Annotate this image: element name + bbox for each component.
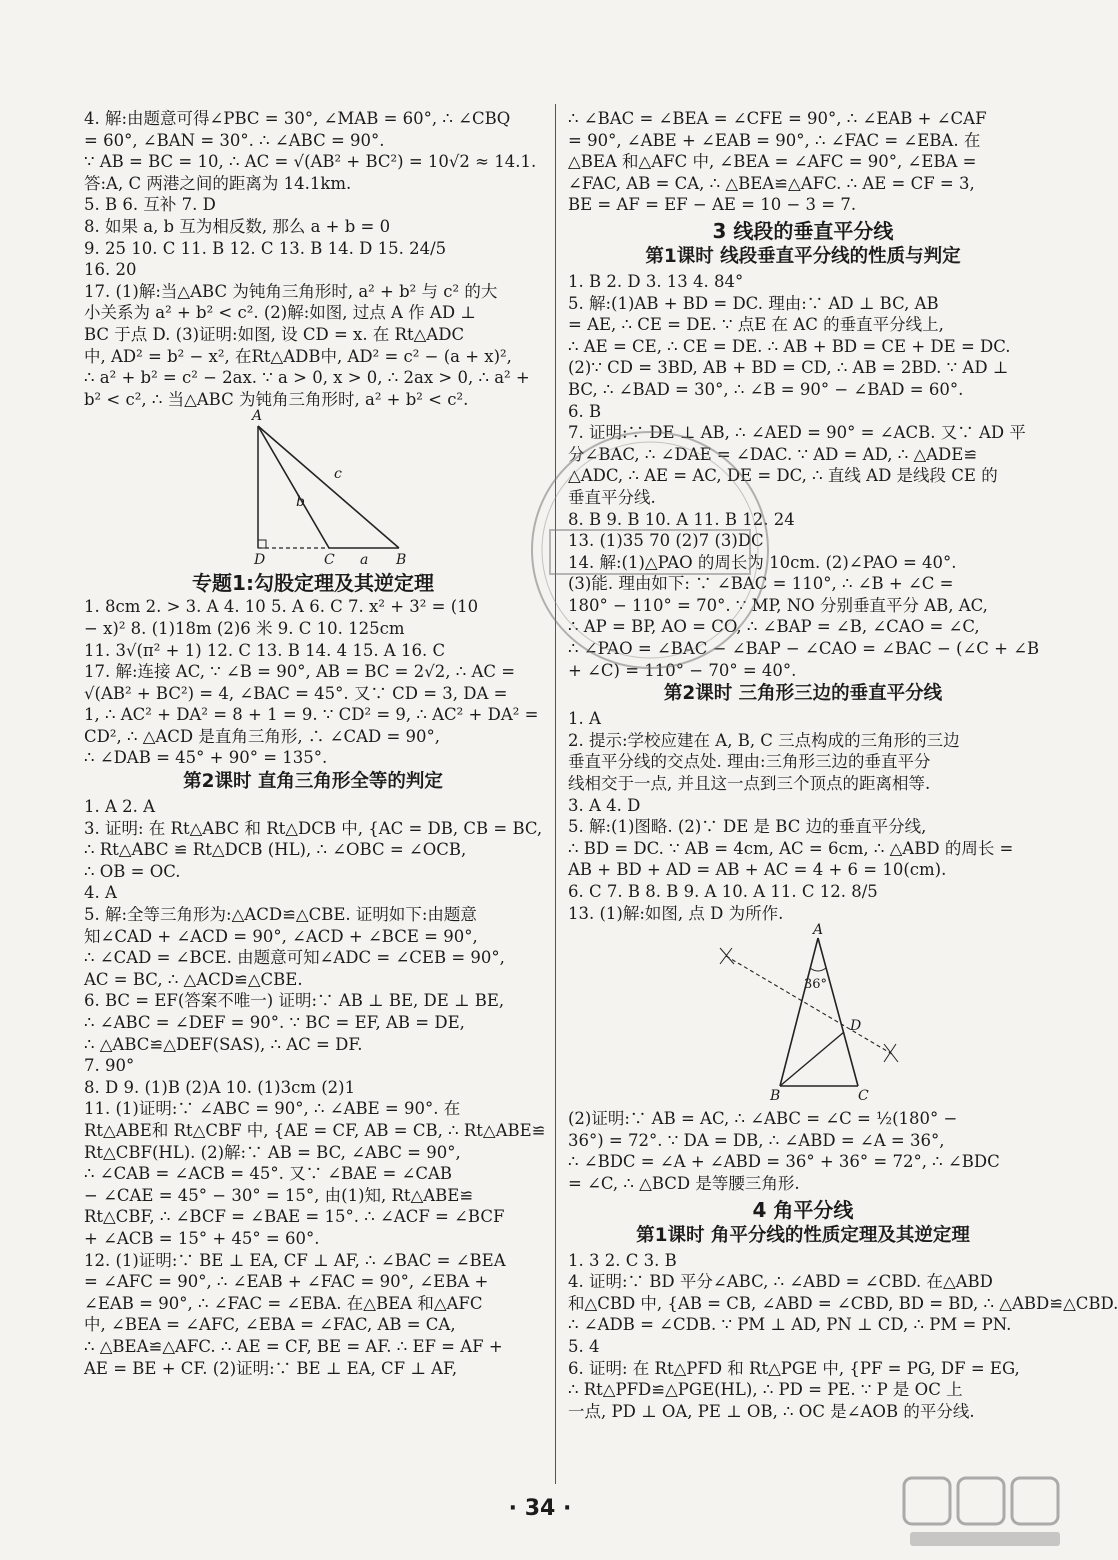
answer-line: − ∠CAE = 45° − 30° = 15°, 由(1)知, Rt△ABE≌ <box>84 1185 474 1205</box>
answer-line: ∴ BD = DC. ∵ AB = 4cm, AC = 6cm, ∴ △ABD 的周长 = <box>568 838 1014 858</box>
obtuse-triangle-diagram <box>234 416 534 566</box>
answers-block-4 <box>568 108 1038 216</box>
watermark-stamp <box>520 420 780 680</box>
answer-line: ∴ a² + b² = c² − 2ax. ∵ a > 0, x > 0, ∴ 2ax > 0, ∴ a² + <box>84 368 530 388</box>
answer-line: ∵ AB = BC = 10, ∴ AC = √(AB² + BC²) = 10√2 ≈ 14.1. <box>84 152 537 172</box>
answer-line: √(AB² + BC²) = 4, ∠BAC = 45°. 又∵ CD = 3, DA = <box>84 683 508 703</box>
answer-line: ∴ AE = CE, ∴ CE = DE. ∴ AB + BD = CE + DE = DC. <box>568 336 1011 356</box>
answer-line: ∠EAB = 90°, ∴ ∠FAC = ∠EBA. 在△BEA 和△AFC <box>84 1293 483 1313</box>
fig1-label-B: B <box>396 552 407 569</box>
answer-line: 6. 证明: 在 Rt△PFD 和 Rt△PGE 中, {PF = PG, DF = EG, <box>568 1358 1020 1378</box>
answer-line: 8. 如果 a, b 互为相反数, 那么 a + b = 0 <box>84 216 391 236</box>
answer-line: + ∠ACB = 15° + 45° = 60°. <box>84 1228 320 1248</box>
answer-line: 答:A, C 两港之间的距离为 14.1km. <box>84 173 352 193</box>
answer-line: 3. A 4. D <box>568 795 641 815</box>
answers-block-3 <box>84 796 546 1379</box>
answer-line: 中, AD² = b² − x², 在Rt△ADB中, AD² = c² − (a + x)², <box>84 346 512 366</box>
answer-line: AC = BC, ∴ △ACD≌△CBE. <box>84 969 303 989</box>
figure-isosceles-triangle <box>718 922 918 1105</box>
answer-line: ∴ ∠CAD = ∠BCE. 由题意可知∠ADC = ∠CEB = 90°, <box>84 948 505 968</box>
answer-line: ∴ ∠DAB = 45° + 90° = 135°. <box>84 748 328 768</box>
answer-line: AE = BE + CF. (2)证明:∵ BE ⊥ EA, CF ⊥ AF, <box>84 1358 458 1378</box>
answer-line: Rt△ABE和 Rt△CBF 中, {AE = CF, AB = CB, ∴ Rt△ABE≌ <box>84 1120 546 1140</box>
answer-line: + ∠C) = 110° − 70° = 40°. <box>568 660 797 680</box>
answer-line: 11. 3√(π² + 1) 12. C 13. B 14. 4 15. A 16. C <box>84 640 446 660</box>
answer-line: ∴ Rt△ABC ≌ Rt△DCB (HL), ∴ ∠OBC = ∠OCB, <box>84 840 467 860</box>
left-column <box>84 108 546 1379</box>
answer-line: BC, ∴ ∠BAD = 30°, ∴ ∠B = 90° − ∠BAD = 60°. <box>568 379 964 399</box>
lesson1-title-right: 第1课时 线段垂直平分线的性质与判定 <box>645 245 961 267</box>
answer-line: (2)∵ CD = 3BD, AB + BD = CD, ∴ AB = 2BD. ∵ AD ⊥ <box>568 358 1009 378</box>
answer-line: 17. (1)解:当△ABC 为钝角三角形时, a² + b² 与 c² 的大 <box>84 281 498 301</box>
isosceles-triangle-diagram <box>718 928 918 1104</box>
fig2-label-angle: 36° <box>804 977 828 993</box>
answer-line: 8. B 9. B 10. A 11. B 12. 24 <box>568 509 795 529</box>
answer-line: ∴ OB = OC. <box>84 861 181 881</box>
section3-title: 3 线段的垂直平分线 <box>712 218 894 243</box>
answers-block-6 <box>568 708 1038 924</box>
answers-block-1 <box>84 108 542 410</box>
answer-line: 1. 3 2. C 3. B <box>568 1250 677 1270</box>
answer-line: 5. 解:全等三角形为:△ACD≌△CBE. 证明如下:由题意 <box>84 905 477 925</box>
figure-obtuse-triangle <box>234 408 534 569</box>
answer-line: 9. 25 10. C 11. B 12. C 13. B 14. D 15. 24/5 <box>84 238 447 258</box>
answer-line: 一点, PD ⊥ OA, PE ⊥ OB, ∴ OC 是∠AOB 的平分线. <box>568 1401 975 1421</box>
fig1-label-b: b <box>296 494 305 511</box>
answer-line: Rt△CBF(HL). (2)解:∵ AB = BC, ∠ABC = 90°, <box>84 1142 461 1162</box>
answer-line: b² < c², ∴ 当△ABC 为钝角三角形时, a² + b² < c². <box>84 389 469 409</box>
answer-line: 13. (1)解:如图, 点 D 为所作. <box>568 903 784 923</box>
answer-line: 5. 4 <box>568 1336 600 1356</box>
answer-line: 4. 解:由题意可得∠PBC = 30°, ∠MAB = 60°, ∴ ∠CBQ <box>84 109 511 128</box>
answer-line: 2. 提示:学校应建在 A, B, C 三点构成的三角形的三边 <box>568 730 960 750</box>
topic1-title: 专题1:勾股定理及其逆定理 <box>192 571 434 596</box>
fig1-label-a: a <box>360 552 369 569</box>
answer-line: 17. 解:连接 AC, ∵ ∠B = 90°, AB = BC = 2√2, ∴ AC = <box>84 662 516 682</box>
answer-line: 5. B 6. 互补 7. D <box>84 195 216 215</box>
answer-line: ∴ ∠ADB = ∠CDB. ∵ PM ⊥ AD, PN ⊥ CD, ∴ PM = PN. <box>568 1315 1012 1335</box>
fig2-label-B: B <box>770 1088 781 1105</box>
answer-line: 知∠CAD + ∠ACD = 90°, ∠ACD + ∠BCE = 90°, <box>84 926 478 946</box>
fig1-label-D: D <box>254 552 266 569</box>
answer-line: 1. B 2. D 3. 13 4. 84° <box>568 271 744 291</box>
answer-line: 13. (1)35 70 (2)7 (3)DC <box>568 531 764 551</box>
answer-line: △BEA 和△AFC 中, ∠BEA = ∠AFC = 90°, ∠EBA = <box>568 152 977 172</box>
answer-line: 1. A <box>568 709 601 729</box>
answer-line: 分∠BAC, ∴ ∠DAE = ∠DAC. ∵ AD = AD, ∴ △ADE≌ <box>568 444 978 464</box>
answer-line: = ∠C, ∴ △BCD 是等腰三角形. <box>568 1173 800 1193</box>
answer-line: AB + BD + AD = AB + AC = 4 + 6 = 10(cm). <box>568 860 947 880</box>
answer-line: 180° − 110° = 70°. ∵ MP, NO 分别垂直平分 AB, AC, <box>568 595 988 615</box>
page-number: · 34 · <box>508 1496 572 1521</box>
answer-line: = 90°, ∠ABE + ∠EAB = 90°, ∴ ∠FAC = ∠EBA. 在 <box>568 130 981 150</box>
answer-line: 16. 20 <box>84 260 137 280</box>
lesson2-title-left: 第2课时 直角三角形全等的判定 <box>183 771 443 793</box>
answer-line: BE = AF = EF − AE = 10 − 3 = 7. <box>568 195 857 215</box>
answer-line: ∴ ∠BDC = ∠A + ∠ABD = 36° + 36° = 72°, ∴ ∠BDC <box>568 1152 1000 1172</box>
answers-block-8 <box>568 1250 1118 1423</box>
answer-line: ∴ ∠ABC = ∠DEF = 90°. ∵ BC = EF, AB = DE, <box>84 1013 465 1032</box>
fig1-label-c: c <box>334 466 342 483</box>
answer-line: 中, ∠BEA = ∠AFC, ∠EBA = ∠FAC, AB = CA, <box>84 1315 456 1335</box>
answer-line: 12. (1)证明:∵ BE ⊥ EA, CF ⊥ AF, ∴ ∠BAC = ∠BEA <box>84 1250 506 1270</box>
lesson1b-title-right: 第1课时 角平分线的性质定理及其逆定理 <box>636 1224 970 1246</box>
answer-line: 小关系为 a² + b² < c². (2)解:如图, 过点 A 作 AD ⊥ <box>84 303 476 323</box>
answer-line: 14. 解:(1)△PAO 的周长为 10cm. (2)∠PAO = 40°. <box>568 552 957 572</box>
answer-line: ∴ △BEA≌△AFC. ∴ AE = CF, BE = AF. ∴ EF = AF + <box>84 1336 503 1356</box>
answers-block-7 <box>568 1108 1038 1194</box>
answer-line: BC 于点 D. (3)证明:如图, 设 CD = x. 在 Rt△ADC <box>84 324 465 344</box>
answer-line: △ADC, ∴ AE = AC, DE = DC, ∴ 直线 AD 是线段 CE 的 <box>568 466 998 486</box>
answer-line: 4. A <box>84 883 117 903</box>
answer-line: 垂直平分线的交点处. 理由:三角形三边的垂直平分 <box>568 752 931 772</box>
answer-line: 6. C 7. B 8. B 9. A 10. A 11. C 12. 8/5 <box>568 882 878 901</box>
answer-line: 4. 证明:∵ BD 平分∠ABC, ∴ ∠ABD = ∠CBD. 在△ABD <box>568 1272 993 1292</box>
fig2-label-D: D <box>850 1018 862 1035</box>
answer-line: 1, ∴ AC² + DA² = 8 + 1 = 9. ∵ CD² = 9, ∴ AC² + DA² = <box>84 705 539 725</box>
answer-line: (2)证明:∵ AB = AC, ∴ ∠ABC = ∠C = ½(180° − <box>568 1109 958 1129</box>
answer-line: − x)² 8. (1)18m (2)6 米 9. C 10. 125cm <box>84 618 405 638</box>
answer-line: 垂直平分线. <box>568 487 656 507</box>
answer-line: CD², ∴ △ACD 是直角三角形, ∴ ∠CAD = 90°, <box>84 726 441 746</box>
fig2-label-A: A <box>813 922 824 939</box>
answer-line: Rt△CBF, ∴ ∠BCF = ∠BAE = 15°. ∴ ∠ACF = ∠BCF <box>84 1207 505 1227</box>
answer-line: 8. D 9. (1)B (2)A 10. (1)3cm (2)1 <box>84 1077 356 1097</box>
answer-line: 和△CBD 中, {AB = CB, ∠ABD = ∠CBD, BD = BD, ∴ △ABD≌△CBD. <box>568 1293 1118 1313</box>
answer-line: 5. 解:(1)图略. (2)∵ DE 是 BC 边的垂直平分线, <box>568 817 927 837</box>
answer-line: 5. 解:(1)AB + BD = DC. 理由:∵ AD ⊥ BC, AB <box>568 293 939 313</box>
section4-title: 4 角平分线 <box>752 1197 854 1222</box>
answer-line: 3. 证明: 在 Rt△ABC 和 Rt△DCB 中, {AC = DB, CB = BC, <box>84 818 543 838</box>
answer-line: ∴ ∠PAO = ∠BAC − ∠BAP − ∠CAO = ∠BAC − (∠C + ∠B <box>568 639 1040 659</box>
answer-line: ∠FAC, AB = CA, ∴ △BEA≌△AFC. ∴ AE = CF = 3, <box>568 173 975 193</box>
column-divider <box>555 104 556 1484</box>
right-column <box>568 108 1118 1422</box>
answer-line: ∴ AP = BP, AO = CO, ∴ ∠BAP = ∠B, ∠CAO = ∠C, <box>568 617 980 637</box>
lesson2-title-right: 第2课时 三角形三边的垂直平分线 <box>663 683 943 705</box>
answer-line: ∴ Rt△PFD≌△PGE(HL), ∴ PD = PE. ∵ P 是 OC 上 <box>568 1380 963 1400</box>
answer-line: 7. 90° <box>84 1056 135 1076</box>
answer-line: 线相交于一点, 并且这一点到三个顶点的距离相等. <box>568 774 931 794</box>
answers-block-2 <box>84 596 542 769</box>
fig1-label-C: C <box>324 552 335 569</box>
answer-line: 7. 证明:∵ DE ⊥ AB, ∴ ∠AED = 90° = ∠ACB. 又∵ AD 平 <box>568 423 1026 443</box>
answer-line: 6. BC = EF(答案不唯一) 证明:∵ AB ⊥ BE, DE ⊥ BE, <box>84 991 505 1011</box>
answer-line: ∴ △ABC≌△DEF(SAS), ∴ AC = DF. <box>84 1034 363 1054</box>
answer-line: 1. 8cm 2. > 3. A 4. 10 5. A 6. C 7. x² + 3² = (10 <box>84 597 479 617</box>
answer-line: = AE, ∴ CE = DE. ∵ 点E 在 AC 的垂直平分线上, <box>568 315 944 335</box>
answer-line: 11. (1)证明:∵ ∠ABC = 90°, ∴ ∠ABE = 90°. 在 <box>84 1099 461 1119</box>
answer-line: 36°) = 72°. ∵ DA = DB, ∴ ∠ABD = ∠A = 36°, <box>568 1130 945 1150</box>
answer-line: 6. B <box>568 401 602 421</box>
answer-line: (3)能. 理由如下: ∵ ∠BAC = 110°, ∴ ∠B + ∠C = <box>568 574 954 594</box>
answer-line: = 60°, ∠BAN = 30°. ∴ ∠ABC = 90°. <box>84 130 385 150</box>
answer-line: 1. A 2. A <box>84 797 156 817</box>
answer-line: ∴ ∠BAC = ∠BEA = ∠CFE = 90°, ∴ ∠EAB + ∠CAF <box>568 109 987 128</box>
answer-line: ∴ ∠CAB = ∠ACB = 45°. 又∵ ∠BAE = ∠CAB <box>84 1164 453 1184</box>
answer-line: = ∠AFC = 90°, ∴ ∠EAB + ∠FAC = 90°, ∠EBA + <box>84 1272 489 1292</box>
fig2-label-C: C <box>858 1088 869 1105</box>
fig1-label-A: A <box>252 408 263 425</box>
